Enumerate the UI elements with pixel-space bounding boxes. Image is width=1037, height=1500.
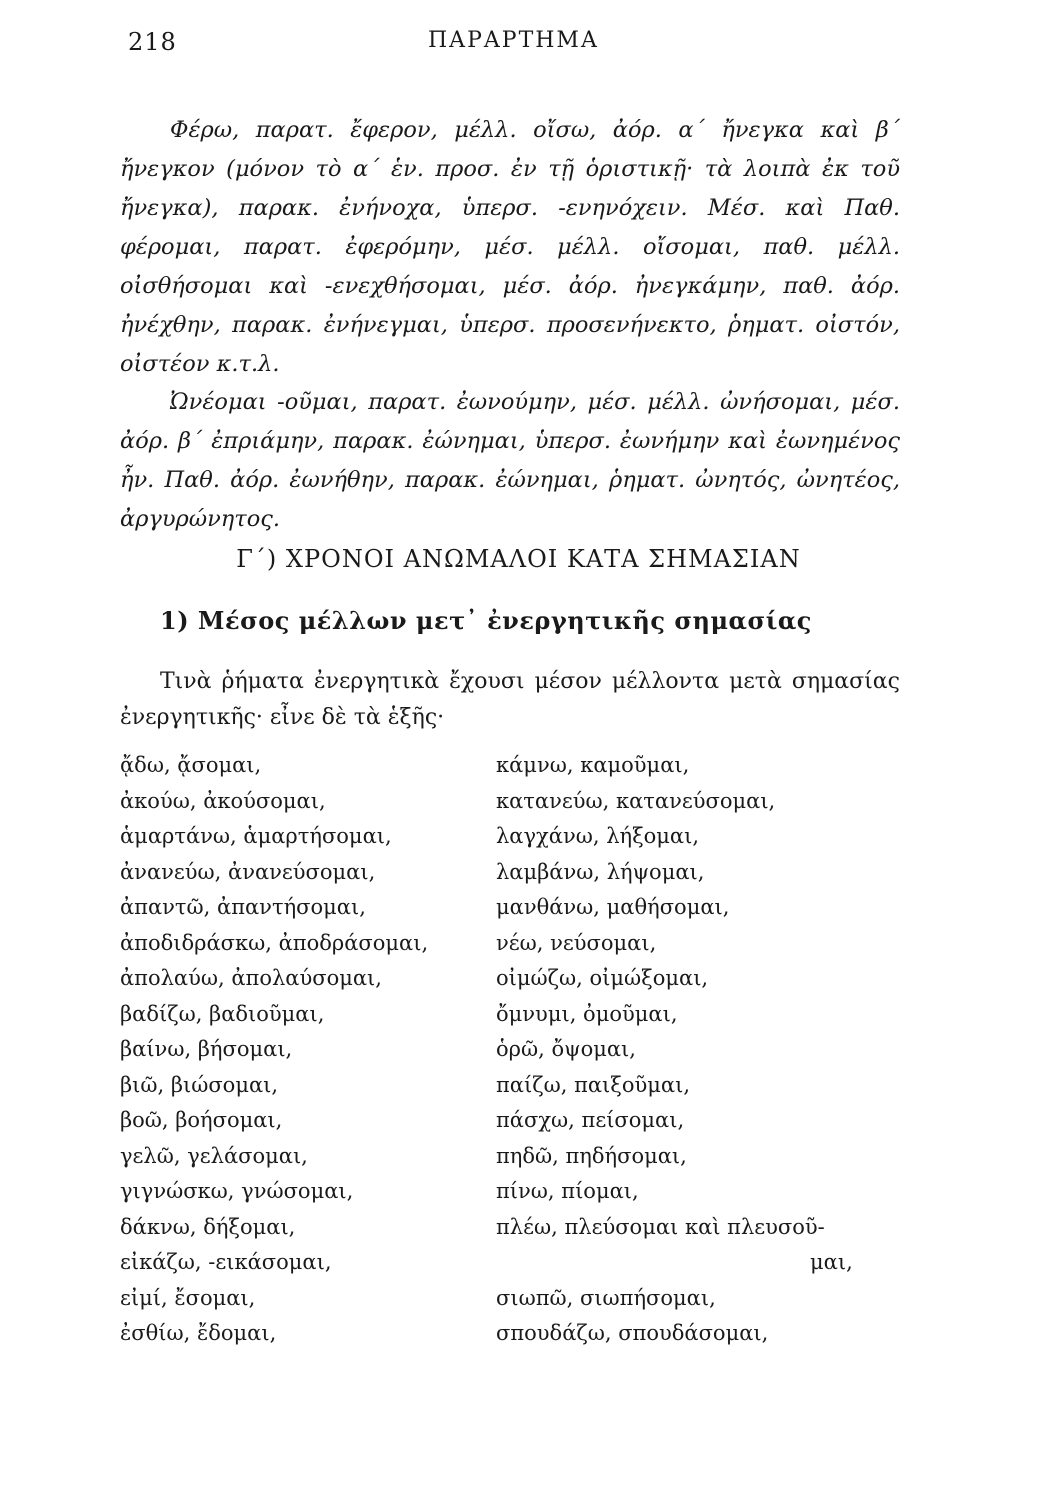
verb-left: εἰμί, ἔσομαι, bbox=[120, 1285, 256, 1310]
verb-row bbox=[120, 997, 920, 1033]
verb-left: ἀπολαύω, ἀπολαύσομαι, bbox=[120, 966, 382, 990]
verb-right: σιωπῶ, σιωπήσομαι, bbox=[496, 1285, 716, 1310]
section-heading: Γ΄) ΧΡΟΝΟΙ ΑΝΩΜΑΛΟΙ ΚΑΤΑ ΣΗΜΑΣΙΑΝ bbox=[236, 545, 801, 573]
verb-list bbox=[120, 748, 920, 1352]
verb-right: κάμνω, καμοῦμαι, bbox=[496, 753, 690, 777]
verb-left: γελῶ, γελάσομαι, bbox=[120, 1143, 308, 1168]
verb-right: σπουδάζω, σπουδάσομαι, bbox=[496, 1321, 769, 1345]
verb-row bbox=[120, 890, 920, 926]
verb-row bbox=[120, 1068, 920, 1104]
verb-row bbox=[120, 784, 920, 820]
verb-right: παίζω, παιξοῦμαι, bbox=[496, 1072, 691, 1097]
verb-row bbox=[120, 855, 920, 891]
page-number: 218 bbox=[128, 28, 177, 56]
verb-right: λαγχάνω, λήξομαι, bbox=[496, 824, 700, 848]
verb-row bbox=[120, 748, 920, 784]
verb-left: εἰκάζω, -εικάσομαι, bbox=[120, 1250, 332, 1274]
verb-right: πάσχω, πείσομαι, bbox=[496, 1108, 685, 1132]
verb-row bbox=[120, 1174, 920, 1210]
verb-left: βαδίζω, βαδιοῦμαι, bbox=[120, 1001, 325, 1026]
verb-left: γιγνώσκω, γνώσομαι, bbox=[120, 1179, 354, 1203]
verb-right: μαι, bbox=[810, 1250, 853, 1274]
verb-left: ἀπαντῶ, ἀπαντήσομαι, bbox=[120, 895, 366, 919]
verb-row bbox=[120, 1032, 920, 1068]
verb-right: οἰμώζω, οἰμώξομαι, bbox=[496, 966, 709, 990]
verb-left: βιῶ, βιώσομαι, bbox=[120, 1072, 279, 1097]
verb-right: λαμβάνω, λήψομαι, bbox=[496, 859, 705, 884]
verb-right: μανθάνω, μαθήσομαι, bbox=[496, 895, 730, 919]
verb-row bbox=[120, 926, 920, 962]
verb-row bbox=[120, 1139, 920, 1175]
verb-right: κατανεύω, κατανεύσομαι, bbox=[496, 788, 776, 813]
verb-left: βοῶ, βοήσομαι, bbox=[120, 1108, 283, 1132]
verb-left: ἀποδιδράσκω, ἀποδράσομαι, bbox=[120, 930, 429, 955]
verb-left: βαίνω, βήσομαι, bbox=[120, 1037, 293, 1061]
verb-row bbox=[120, 961, 920, 997]
verb-right: νέω, νεύσομαι, bbox=[496, 930, 657, 955]
paragraph-oneomai: Ὠνέομαι -οῦμαι, παρατ. ἐωνούμην, μέσ. μέλλ. ὠνήσομαι, μέσ. ἀόρ. β΄ ἐπριάμην, παρακ. ἐώνημαι, ὑπερσ. ἐωνήμην καὶ ἐωνημένος ἦν. Παθ. ἀόρ. ἐωνήθην, παρακ. ἐώνημαι, ῥηματ. ὠνητός, ὠνητέος, ἀργυρώνητος. bbox=[120, 388, 900, 532]
verb-left: ἀκούω, ἀκούσομαι, bbox=[120, 788, 326, 813]
running-title: ΠΑΡΑΡΤΗΜΑ bbox=[428, 28, 599, 53]
page-header bbox=[128, 28, 928, 64]
verb-left: ᾄδω, ᾄσομαι, bbox=[120, 753, 262, 777]
verb-left: ἀνανεύω, ἀνανεύσομαι, bbox=[120, 859, 376, 884]
verb-row bbox=[120, 1281, 920, 1317]
verb-row bbox=[120, 1103, 920, 1139]
verb-right: πίνω, πίομαι, bbox=[496, 1179, 639, 1203]
verb-right: πλέω, πλεύσομαι καὶ πλευσοῦ- bbox=[496, 1214, 825, 1239]
paragraph-fero: Φέρω, παρατ. ἔφερον, μέλλ. οἴσω, ἀόρ. α΄ ἤνεγκα καὶ β΄ ἤνεγκον (μόνον τὸ α΄ ἑν. προσ. ἐν τῇ ὁριστικῇ· τὰ λοιπὰ ἐκ τοῦ ἤνεγκα), παρακ. ἐνήνοχα, ὑπερσ. -ενηνόχειν. Μέσ. καὶ Παθ. φέρομαι, παρατ. ἐφερόμην, μέσ. μέλλ. οἴσομαι, παθ. μέλλ. οἰσθήσομαι καὶ -ενεχθήσομαι, μέσ. ἀόρ. ἠνεγκάμην, παθ. ἀόρ. ἠνέχθην, παρακ. ἐνήνεγμαι, ὑπερσ. προσενήνεκτο, ῥηματ. οἰστόν, οἰστέον κ.τ.λ. bbox=[120, 116, 900, 377]
intro-paragraph: Τινὰ ῥήματα ἐνεργητικὰ ἔχουσι μέσον μέλλοντα μετὰ σημασίας ἐνεργητικῆς· εἶνε δὲ τὰ ἑξῆς· bbox=[120, 669, 900, 730]
verb-row bbox=[120, 1210, 920, 1246]
verb-left: δάκνω, δήξομαι, bbox=[120, 1214, 296, 1239]
verb-right: ὄμνυμι, ὀμοῦμαι, bbox=[496, 1001, 678, 1026]
verb-right: ὁρῶ, ὄψομαι, bbox=[496, 1037, 636, 1061]
verb-row bbox=[120, 1245, 920, 1281]
verb-left: ἁμαρτάνω, ἁμαρτήσομαι, bbox=[120, 824, 392, 848]
verb-row bbox=[120, 819, 920, 855]
sub-heading: 1) Μέσος μέλλων μετ᾽ ἐνεργητικῆς σημασίας bbox=[160, 606, 812, 635]
verb-row bbox=[120, 1316, 920, 1352]
verb-right: πηδῶ, πηδήσομαι, bbox=[496, 1143, 687, 1168]
verb-left: ἐσθίω, ἔδομαι, bbox=[120, 1321, 277, 1345]
